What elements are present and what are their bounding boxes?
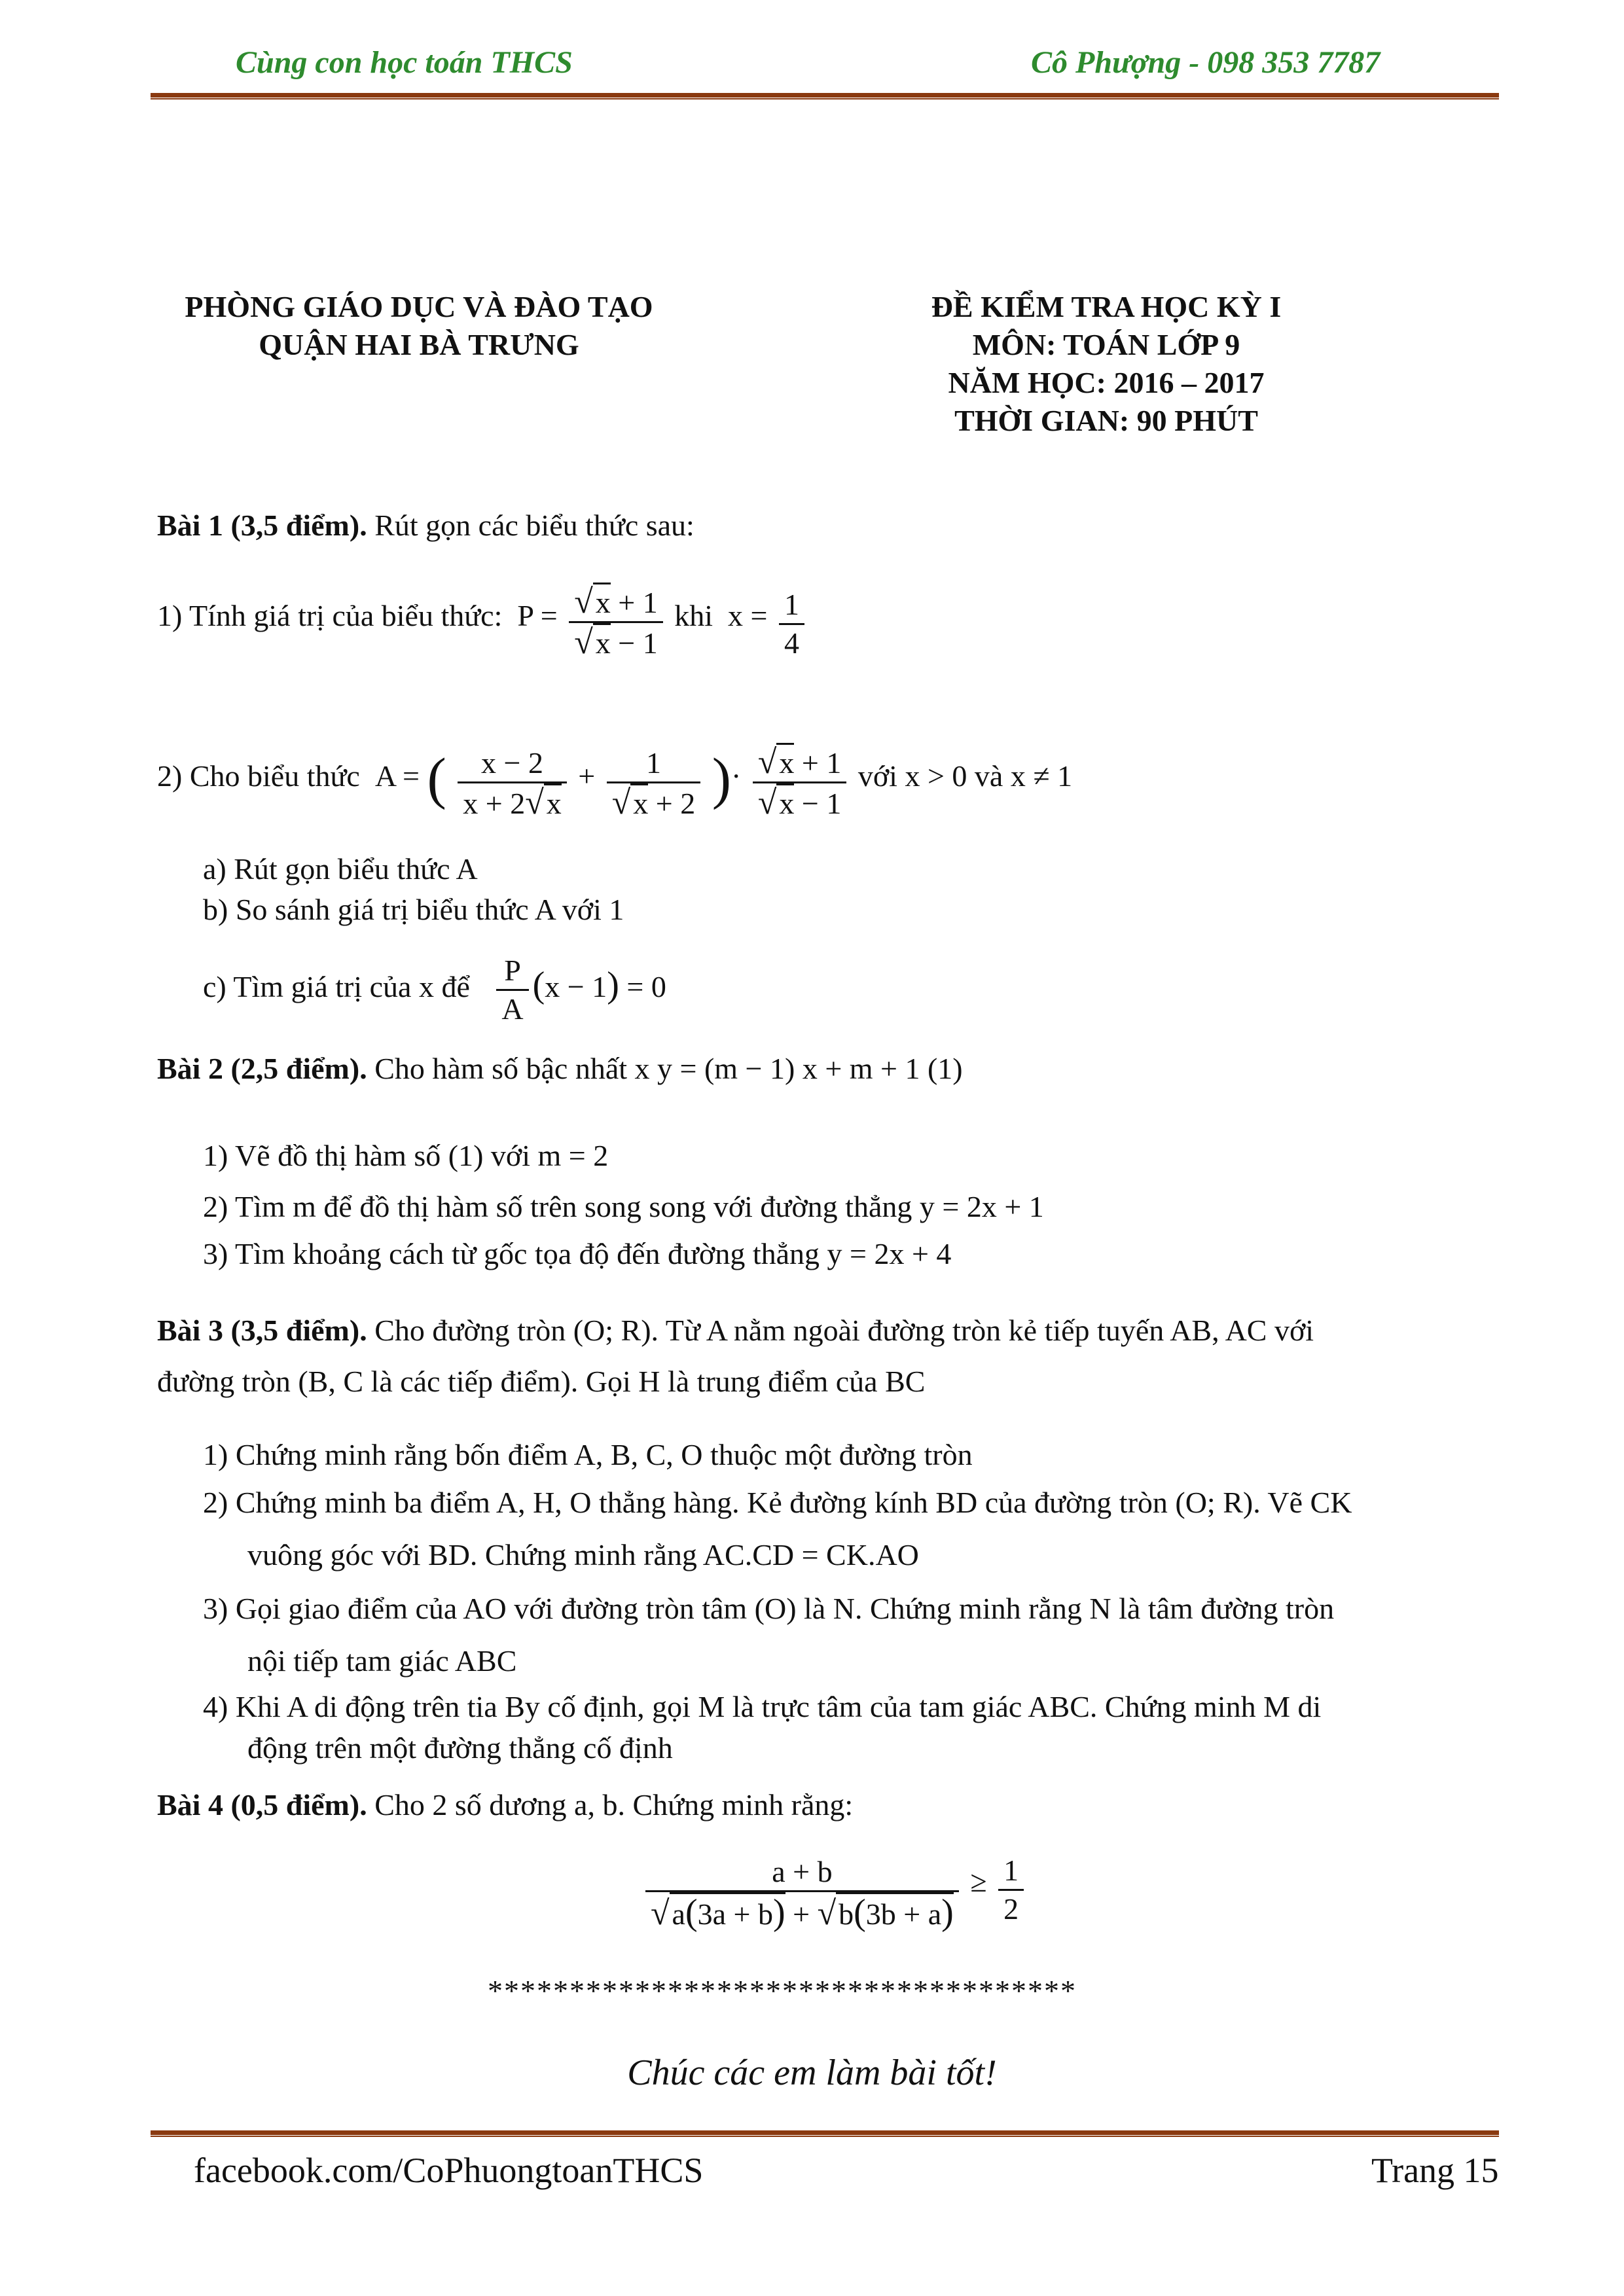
- bai1-q2: [157, 743, 1072, 822]
- bai1-c: [203, 952, 666, 1028]
- bai3-label: Bài 3 (3,5 điểm).: [157, 1314, 367, 1347]
- bai1-text: Rút gọn các biểu thức sau:: [367, 509, 695, 542]
- exam-title-line2: MÔN: TOÁN LỚP 9: [972, 328, 1240, 361]
- bai1-label: Bài 1 (3,5 điểm).: [157, 509, 367, 542]
- bai2-text: Cho hàm số bậc nhất x y = (m − 1) x + m + 1 (1): [367, 1052, 963, 1085]
- bai1-q1: [157, 583, 808, 662]
- bai1-b: b) So sánh giá trị biểu thức A với 1: [203, 893, 624, 926]
- department-line2: QUẬN HAI BÀ TRƯNG: [259, 328, 579, 361]
- bai1-q1-text: 1) Tính giá trị của biểu thức:: [157, 599, 503, 632]
- bai3-q1: 1) Chứng minh rằng bốn điểm A, B, C, O thuộc một đường tròn: [203, 1438, 973, 1471]
- exam-title: [857, 288, 1355, 440]
- inequality-formula: $\frac{a + b}{√a(3a + b) + √b(3b + a)}$ ≥ $\frac{1}{2}$: [641, 1852, 1028, 1933]
- formula-pa: $\frac{P}{A}$ (x − 1) = 0: [477, 970, 666, 1003]
- bai1-q2-text: 2) Cho biểu thức: [157, 759, 360, 793]
- bai1-c-text: c) Tìm giá trị của x để: [203, 970, 470, 1003]
- bai3-q3a: 3) Gọi giao điểm của AO với đường tròn tâm (O) là N. Chứng minh rằng N là tâm đường tròn: [203, 1592, 1335, 1625]
- bai2-q3: 3) Tìm khoảng cách từ gốc tọa độ đến đường thẳng y = 2x + 4: [203, 1237, 952, 1270]
- bai1-a: a) Rút gọn biểu thức A: [203, 852, 478, 886]
- exam-title-line4: THỜI GIAN: 90 PHÚT: [954, 404, 1258, 437]
- bai3-text: Cho đường tròn (O; R). Từ A nằm ngoài đường tròn kẻ tiếp tuyến AB, AC với: [367, 1314, 1314, 1347]
- bai1-q1-when: khi: [674, 599, 713, 632]
- bai3-text2: đường tròn (B, C là các tiếp điểm). Gọi H là trung điểm của BC: [157, 1365, 926, 1398]
- bai2-q1: 1) Vẽ đồ thị hàm số (1) với m = 2: [203, 1139, 609, 1172]
- bai4-heading: [157, 1787, 853, 1823]
- footer-rule: [151, 2130, 1499, 2137]
- header-left: Cùng con học toán THCS: [236, 45, 573, 80]
- closing-wish: Chúc các em làm bài tốt!: [627, 2053, 997, 2093]
- header-rule: [151, 93, 1499, 99]
- bai2-label: Bài 2 (2,5 điểm).: [157, 1052, 367, 1085]
- formula-a: A = ( $\frac{x - 2}{x + 2√x}$ + $\frac{1}{√x + 2}$ )· $\frac{√x + 1}{√x - 1}$: [367, 759, 858, 793]
- bai2-q2: 2) Tìm m để đồ thị hàm số trên song song với đường thẳng y = 2x + 1: [203, 1190, 1044, 1223]
- bai3-q3b: nội tiếp tam giác ABC: [247, 1644, 517, 1677]
- bai3-q4a: 4) Khi A di động trên tia By cố định, gọi M là trực tâm của tam giác ABC. Chứng minh M di: [203, 1690, 1322, 1723]
- bai1-q2-condition: với x > 0 và x ≠ 1: [857, 759, 1073, 793]
- bai3-q4b: động trên một đường thẳng cố định: [247, 1731, 673, 1765]
- exam-title-line3: NĂM HỌC: 2016 – 2017: [948, 366, 1265, 399]
- department-line1: PHÒNG GIÁO DỤC VÀ ĐÀO TẠO: [185, 290, 653, 323]
- footer-facebook: facebook.com/CoPhuongtoanTHCS: [194, 2151, 704, 2190]
- bai3-heading: [157, 1312, 1314, 1349]
- formula-p: P = $\frac{√x + 1}{√x - 1}$: [510, 599, 674, 632]
- bai4-label: Bài 4 (0,5 điểm).: [157, 1788, 367, 1821]
- formula-x-value: x = $\frac{1}{4}$: [721, 599, 808, 632]
- header-right: Cô Phượng - 098 353 7787: [1031, 45, 1380, 80]
- department-title: [170, 288, 668, 364]
- bai4-text: Cho 2 số dương a, b. Chứng minh rằng:: [367, 1788, 854, 1821]
- page-number: Trang 15: [1371, 2151, 1499, 2190]
- stars-divider: ************************************: [488, 1974, 1077, 2007]
- exam-title-line1: ĐỀ KIỂM TRA HỌC KỲ I: [931, 290, 1282, 323]
- bai3-q2a: 2) Chứng minh ba điểm A, H, O thẳng hàng. Kẻ đường kính BD của đường tròn (O; R). Vẽ CK: [203, 1486, 1352, 1519]
- bai2-heading: [157, 1050, 963, 1087]
- bai1-heading: [157, 507, 695, 544]
- bai3-q2b: vuông góc với BD. Chứng minh rằng AC.CD = CK.AO: [247, 1538, 919, 1571]
